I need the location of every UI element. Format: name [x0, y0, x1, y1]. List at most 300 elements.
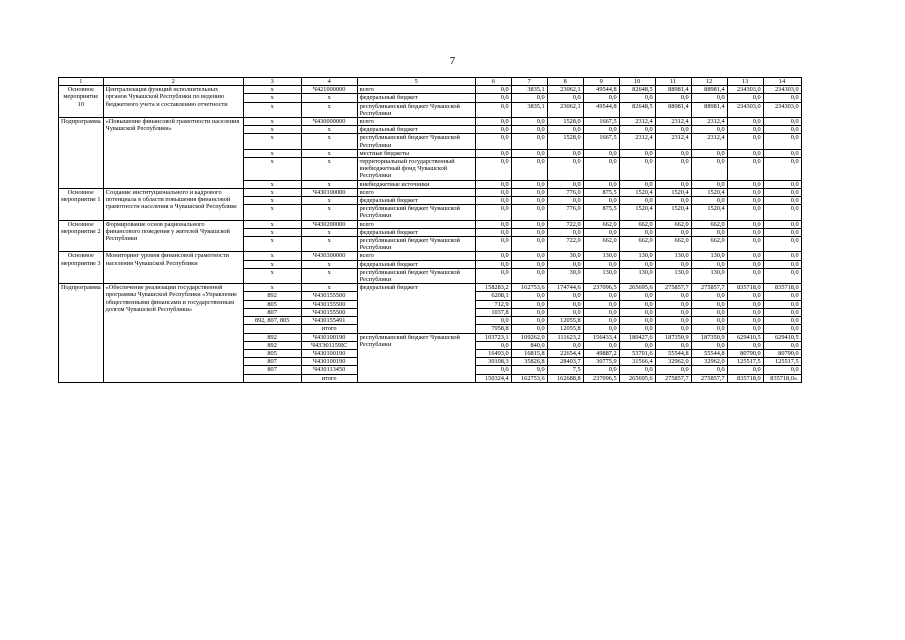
budget-code: Ч430000000 — [301, 118, 357, 126]
amount-cell: 0,0 — [511, 188, 547, 196]
amount-cell: 1520,4 — [655, 205, 691, 220]
amount-cell: 162688,8 — [547, 374, 583, 382]
amount-cell: 0,0 — [475, 252, 511, 260]
amount-cell: 0,0 — [727, 325, 763, 333]
amount-cell: 722,0 — [547, 220, 583, 228]
amount-cell: 2312,4 — [655, 134, 691, 149]
amount-cell: 0,0 — [727, 228, 763, 236]
column-header: 1 — [59, 78, 104, 86]
budget-code: Ч430100190 — [301, 333, 357, 341]
grbs-code: x — [243, 158, 301, 181]
amount-cell: 0,0 — [511, 94, 547, 102]
section-name: Централизация функций исполнительных органов Чувашской Республики по ведению бюджетного учета и составлению отчетности — [103, 86, 243, 118]
amount-cell: 0,0 — [727, 126, 763, 134]
amount-cell: 0,0 — [547, 292, 583, 300]
amount-cell: 32962,0 — [655, 358, 691, 366]
amount-cell: 130,0 — [619, 268, 655, 283]
amount-cell: 0,0 — [727, 205, 763, 220]
amount-cell: 0,0 — [583, 94, 619, 102]
amount-cell: 0,0 — [655, 317, 691, 325]
amount-cell: 0,0 — [475, 188, 511, 196]
budget-code: x — [301, 102, 357, 117]
amount-cell: 0,0 — [655, 149, 691, 157]
grbs-code: 892 — [243, 333, 301, 341]
grbs-code: x — [243, 188, 301, 196]
budget-code: x — [301, 237, 357, 252]
amount-cell: 0,0 — [727, 118, 763, 126]
amount-cell: 0,0 — [763, 228, 801, 236]
grbs-code: x — [243, 252, 301, 260]
amount-cell: 0,0 — [655, 197, 691, 205]
amount-cell: 0,0 — [619, 260, 655, 268]
section-type: Подпрограмма — [59, 118, 104, 189]
amount-cell: 35826,8 — [511, 358, 547, 366]
amount-cell: 0,0 — [691, 325, 727, 333]
budget-code: Ч430155500 — [301, 292, 357, 300]
table-row — [59, 188, 802, 196]
amount-cell: 0,0 — [475, 341, 511, 349]
grbs-code — [243, 325, 301, 333]
amount-cell: 0,0 — [511, 300, 547, 308]
amount-cell: 156433,4 — [583, 333, 619, 341]
amount-cell: 0,0 — [511, 205, 547, 220]
amount-cell: 0,0 — [763, 341, 801, 349]
amount-cell: 662,0 — [619, 237, 655, 252]
table-row — [59, 86, 802, 94]
amount-cell: 0,0 — [547, 228, 583, 236]
amount-cell: 0,0 — [583, 366, 619, 374]
funding-source: территориальный государственный внебюджетный фонд Чувашской Республики — [357, 158, 475, 181]
amount-cell: 776,0 — [547, 188, 583, 196]
amount-cell: 0,0 — [691, 308, 727, 316]
amount-cell: 1037,8 — [475, 308, 511, 316]
budget-code: x — [301, 134, 357, 149]
amount-cell: 3835,1 — [511, 86, 547, 94]
amount-cell: 0,0 — [763, 220, 801, 228]
amount-cell: 0,0 — [655, 308, 691, 316]
amount-cell: 662,0 — [655, 220, 691, 228]
amount-cell: 0,0 — [511, 158, 547, 181]
amount-cell: 0,0 — [619, 180, 655, 188]
amount-cell: 55544,8 — [691, 349, 727, 357]
amount-cell: 30,0 — [547, 252, 583, 260]
grbs-code: x — [243, 149, 301, 157]
amount-cell: 0,0 — [727, 300, 763, 308]
amount-cell: 0,0 — [691, 197, 727, 205]
amount-cell: 1520,4 — [691, 205, 727, 220]
amount-cell: 0,0 — [763, 180, 801, 188]
budget-code: x — [301, 94, 357, 102]
amount-cell: 0,0 — [511, 220, 547, 228]
amount-cell: 0,0 — [619, 149, 655, 157]
column-header: 12 — [691, 78, 727, 86]
amount-cell: 0,0 — [583, 180, 619, 188]
amount-cell: 0,0 — [763, 237, 801, 252]
amount-cell: 130,0 — [619, 252, 655, 260]
amount-cell: 0,0 — [691, 300, 727, 308]
amount-cell: 0,0 — [655, 158, 691, 181]
budget-code: x — [301, 260, 357, 268]
amount-cell: 0,0 — [763, 366, 801, 374]
amount-cell: 111623,2 — [547, 333, 583, 341]
amount-cell: 88981,4 — [655, 102, 691, 117]
amount-cell: 49544,8 — [583, 86, 619, 94]
amount-cell: 0,0 — [511, 237, 547, 252]
amount-cell: 88981,4 — [655, 86, 691, 94]
section-name: Мониторинг уровня финансовой грамотности населения Чувашской Республики — [103, 252, 243, 284]
amount-cell: 662,0 — [619, 220, 655, 228]
amount-cell: 7,5 — [547, 366, 583, 374]
grbs-code: 892 — [243, 292, 301, 300]
section-type: Основное мероприятие 10 — [59, 86, 104, 118]
grbs-code: x — [243, 220, 301, 228]
amount-cell: 158283,2 — [475, 284, 511, 292]
amount-cell: 49544,8 — [583, 102, 619, 117]
amount-cell: 0,0 — [763, 188, 801, 196]
amount-cell: 0,0 — [727, 94, 763, 102]
amount-cell: 174744,6 — [547, 284, 583, 292]
amount-cell: 0,0 — [619, 292, 655, 300]
column-header: 7 — [511, 78, 547, 86]
amount-cell: 187350,9 — [655, 333, 691, 341]
amount-cell: 0,0 — [619, 228, 655, 236]
amount-cell: 162753,6 — [511, 374, 547, 382]
amount-cell: 0,0 — [547, 197, 583, 205]
amount-cell: 0,0 — [763, 149, 801, 157]
funding-source: всего — [357, 220, 475, 228]
amount-cell: 0,0 — [475, 197, 511, 205]
grbs-code: x — [243, 118, 301, 126]
grbs-code: 805 — [243, 300, 301, 308]
budget-code: Ч430300000 — [301, 252, 357, 260]
amount-cell: 0,0 — [547, 260, 583, 268]
amount-cell: 0,0 — [691, 292, 727, 300]
budget-code: x — [301, 180, 357, 188]
amount-cell: 0,0 — [763, 325, 801, 333]
amount-cell: 0,0 — [763, 260, 801, 268]
amount-cell: 237096,5 — [583, 284, 619, 292]
budget-code: x — [301, 205, 357, 220]
amount-cell: 275857,7 — [691, 284, 727, 292]
amount-cell: 49887,2 — [583, 349, 619, 357]
amount-cell: 53701,6 — [619, 349, 655, 357]
amount-cell: 28403,7 — [547, 358, 583, 366]
amount-cell: 0,0 — [619, 197, 655, 205]
amount-cell: 0,0 — [691, 126, 727, 134]
amount-cell: 12055,8 — [547, 325, 583, 333]
amount-cell: 0,0 — [691, 149, 727, 157]
grbs-code: 807 — [243, 366, 301, 374]
budget-code: Ч430113450 — [301, 366, 357, 374]
column-header: 11 — [655, 78, 691, 86]
amount-cell: 0,0 — [511, 180, 547, 188]
amount-cell: 0,0 — [763, 292, 801, 300]
amount-cell: 0,0 — [475, 228, 511, 236]
amount-cell: 88981,4 — [691, 86, 727, 94]
amount-cell: 0,0 — [763, 205, 801, 220]
amount-cell: 0,0 — [691, 180, 727, 188]
funding-source: федеральный бюджет — [357, 284, 475, 333]
amount-cell: 712,9 — [475, 300, 511, 308]
amount-cell: 0,0 — [583, 341, 619, 349]
amount-cell: 0,0 — [583, 197, 619, 205]
amount-cell: 0,0 — [583, 325, 619, 333]
amount-cell: 1520,4 — [655, 188, 691, 196]
amount-cell: 0,0 — [727, 260, 763, 268]
amount-cell: 835718,0 — [727, 374, 763, 382]
budget-code: Ч421000000 — [301, 86, 357, 94]
amount-cell: 0,0 — [475, 205, 511, 220]
amount-cell: 629410,5 — [727, 333, 763, 341]
amount-cell: 0,0 — [619, 300, 655, 308]
amount-cell: 0,0 — [619, 126, 655, 134]
amount-cell: 0,0 — [619, 158, 655, 181]
section-type: Основное мероприятие 3 — [59, 252, 104, 284]
budget-code: x — [301, 284, 357, 292]
budget-code: итого — [301, 374, 357, 382]
amount-cell: 0,0 — [691, 228, 727, 236]
table-row — [59, 284, 802, 292]
grbs-code: x — [243, 205, 301, 220]
amount-cell: 0,0 — [583, 300, 619, 308]
amount-cell: 0,0 — [547, 308, 583, 316]
amount-cell: 30,0 — [547, 268, 583, 283]
amount-cell: 0,0 — [655, 366, 691, 374]
budget-code: Ч430100190 — [301, 358, 357, 366]
amount-cell: 30108,3 — [475, 358, 511, 366]
amount-cell: 840,0 — [511, 341, 547, 349]
amount-cell: 0,0 — [727, 197, 763, 205]
amount-cell: 0,0 — [475, 118, 511, 126]
column-header: 6 — [475, 78, 511, 86]
amount-cell: 1520,4 — [619, 188, 655, 196]
grbs-code: x — [243, 180, 301, 188]
amount-cell: 835718,0 — [763, 284, 801, 292]
amount-cell: 23062,1 — [547, 86, 583, 94]
budget-code: x — [301, 149, 357, 157]
funding-source: внебюджетные источники — [357, 180, 475, 188]
amount-cell: 0,0 — [583, 228, 619, 236]
amount-cell: 1528,0 — [547, 134, 583, 149]
amount-cell: 0,0 — [691, 260, 727, 268]
amount-cell: 0,0 — [583, 158, 619, 181]
budget-code: Ч430100190 — [301, 349, 357, 357]
funding-source: республиканский бюджет Чувашской Республики — [357, 134, 475, 149]
amount-cell: 0,0 — [655, 126, 691, 134]
column-header: 2 — [103, 78, 243, 86]
funding-source: местные бюджеты — [357, 149, 475, 157]
grbs-code: x — [243, 126, 301, 134]
amount-cell: 187350,9 — [691, 333, 727, 341]
funding-source: всего — [357, 86, 475, 94]
grbs-code: x — [243, 197, 301, 205]
budget-code: итого — [301, 325, 357, 333]
amount-cell: 237096,5 — [583, 374, 619, 382]
amount-cell: 32962,0 — [691, 358, 727, 366]
amount-cell: 0,0 — [763, 197, 801, 205]
amount-cell: 835718,0 — [727, 284, 763, 292]
amount-cell: 662,0 — [691, 220, 727, 228]
amount-cell: 0,0 — [511, 260, 547, 268]
amount-cell: 2312,4 — [691, 134, 727, 149]
page-number: 7 — [449, 55, 456, 67]
funding-source: республиканский бюджет Чувашской Республики — [357, 205, 475, 220]
amount-cell: 88981,4 — [691, 102, 727, 117]
amount-cell: 0,0 — [511, 126, 547, 134]
amount-cell: 0,0 — [547, 158, 583, 181]
section-name: «Повышение финансовой грамотности населения Чувашской Республики» — [103, 118, 243, 189]
funding-source: федеральный бюджет — [357, 228, 475, 236]
amount-cell: 234303,0 — [763, 102, 801, 117]
amount-cell: 0,0 — [475, 366, 511, 374]
amount-cell: 0,0 — [511, 197, 547, 205]
header-row — [59, 78, 802, 86]
budget-code: Ч430155491 — [301, 317, 357, 325]
amount-cell: 0,0 — [763, 158, 801, 181]
amount-cell: 0,0 — [655, 228, 691, 236]
grbs-code: x — [243, 268, 301, 283]
section-name: «Обеспечение реализации государственной программы Чувашской Республики «Управление общественными финансами и государственным долгом Чувашской Республики» — [103, 284, 243, 382]
amount-cell: 0,0 — [511, 134, 547, 149]
budget-code: x — [301, 197, 357, 205]
amount-cell: 0,0 — [655, 325, 691, 333]
amount-cell: 150324,4 — [475, 374, 511, 382]
amount-cell: 80790,0 — [727, 349, 763, 357]
amount-cell: 0,0 — [583, 292, 619, 300]
amount-cell: 234303,0 — [727, 86, 763, 94]
amount-cell: 109262,0 — [511, 333, 547, 341]
amount-cell: 0,0 — [727, 134, 763, 149]
column-header: 10 — [619, 78, 655, 86]
amount-cell: 662,0 — [691, 237, 727, 252]
amount-cell: 9,0 — [511, 366, 547, 374]
amount-cell: 0,0 — [655, 94, 691, 102]
amount-cell: 0,0 — [727, 188, 763, 196]
amount-cell: 0,0 — [619, 366, 655, 374]
grbs-code: x — [243, 284, 301, 292]
grbs-code: 892, 807, 805 — [243, 317, 301, 325]
funding-source: всего — [357, 118, 475, 126]
amount-cell: 275857,7 — [655, 374, 691, 382]
amount-cell: 0,0 — [619, 325, 655, 333]
amount-cell: 2312,4 — [691, 118, 727, 126]
amount-cell: 0,0 — [547, 180, 583, 188]
amount-cell: 875,5 — [583, 188, 619, 196]
funding-source: федеральный бюджет — [357, 260, 475, 268]
amount-cell: 0,0 — [727, 252, 763, 260]
budget-code: x — [301, 158, 357, 181]
amount-cell: 125517,5 — [727, 358, 763, 366]
amount-cell: 0,0 — [511, 292, 547, 300]
amount-cell: 662,0 — [583, 220, 619, 228]
amount-cell: 0,0 — [763, 94, 801, 102]
amount-cell: 0,0 — [691, 366, 727, 374]
amount-cell: 265695,6 — [619, 374, 655, 382]
amount-cell: 1528,0 — [547, 118, 583, 126]
amount-cell: 0,0 — [547, 149, 583, 157]
amount-cell: 0,0 — [475, 237, 511, 252]
table-row — [59, 118, 802, 126]
amount-cell: 130,0 — [583, 268, 619, 283]
amount-cell: 6208,1 — [475, 292, 511, 300]
amount-cell: 3835,1 — [511, 102, 547, 117]
amount-cell: 103723,1 — [475, 333, 511, 341]
amount-cell: 82648,5 — [619, 102, 655, 117]
grbs-code: x — [243, 134, 301, 149]
amount-cell: 0,0 — [475, 220, 511, 228]
amount-cell: 0,0 — [691, 341, 727, 349]
amount-cell: 662,0 — [583, 237, 619, 252]
amount-cell: 0,0 — [763, 252, 801, 260]
amount-cell: 875,5 — [583, 205, 619, 220]
funding-source: федеральный бюджет — [357, 197, 475, 205]
amount-cell: 0,0 — [475, 149, 511, 157]
amount-cell: 0,0 — [691, 94, 727, 102]
amount-cell: 0,0 — [511, 317, 547, 325]
amount-cell: 80790,0 — [763, 349, 801, 357]
grbs-code: x — [243, 260, 301, 268]
funding-source: республиканский бюджет Чувашской Республики — [357, 237, 475, 252]
budget-code: x — [301, 126, 357, 134]
amount-cell: 0,0 — [583, 149, 619, 157]
amount-cell: 0,0 — [727, 220, 763, 228]
budget-code: x — [301, 228, 357, 236]
budget-code: Ч430100000 — [301, 188, 357, 196]
grbs-code: x — [243, 237, 301, 252]
amount-cell: 0,0 — [763, 268, 801, 283]
funding-source: федеральный бюджет — [357, 94, 475, 102]
budget-code: Ч430155500 — [301, 300, 357, 308]
funding-source: всего — [357, 252, 475, 260]
amount-cell: 1520,4 — [619, 205, 655, 220]
amount-cell: 130,0 — [655, 252, 691, 260]
amount-cell: 722,0 — [547, 237, 583, 252]
grbs-code: x — [243, 86, 301, 94]
budget-code: Ч430155500 — [301, 308, 357, 316]
grbs-code: 805 — [243, 349, 301, 357]
amount-cell: 0,0 — [763, 300, 801, 308]
amount-cell: 0,0 — [619, 308, 655, 316]
amount-cell: 0,0 — [763, 126, 801, 134]
amount-cell: 0,0 — [475, 180, 511, 188]
amount-cell: 0,0 — [655, 180, 691, 188]
amount-cell: 162753,6 — [511, 284, 547, 292]
amount-cell: 265695,6 — [619, 284, 655, 292]
amount-cell: 0,0 — [475, 94, 511, 102]
amount-cell: 125517,5 — [763, 358, 801, 366]
section-name: Формирование основ рационального финансового поведения у жителей Чувашской Республики — [103, 220, 243, 252]
amount-cell: 130,0 — [583, 252, 619, 260]
amount-cell: 0,0 — [691, 158, 727, 181]
amount-cell: 0,0 — [475, 158, 511, 181]
funding-source: федеральный бюджет — [357, 126, 475, 134]
amount-cell: 130,0 — [655, 268, 691, 283]
section-type: Основное мероприятие 2 — [59, 220, 104, 252]
amount-cell: 1520,4 — [691, 188, 727, 196]
amount-cell: 31566,4 — [619, 358, 655, 366]
amount-cell: 0,0 — [619, 94, 655, 102]
column-header: 13 — [727, 78, 763, 86]
column-header: 9 — [583, 78, 619, 86]
funding-source: республиканский бюджет Чувашской Республики — [357, 333, 475, 382]
budget-code: Ч43Э01159IC — [301, 341, 357, 349]
amount-cell: 0,0 — [583, 317, 619, 325]
column-header: 8 — [547, 78, 583, 86]
grbs-code: 892 — [243, 341, 301, 349]
column-header: 14 — [763, 78, 801, 86]
amount-cell: 130,0 — [691, 252, 727, 260]
amount-cell: 0,0 — [655, 292, 691, 300]
